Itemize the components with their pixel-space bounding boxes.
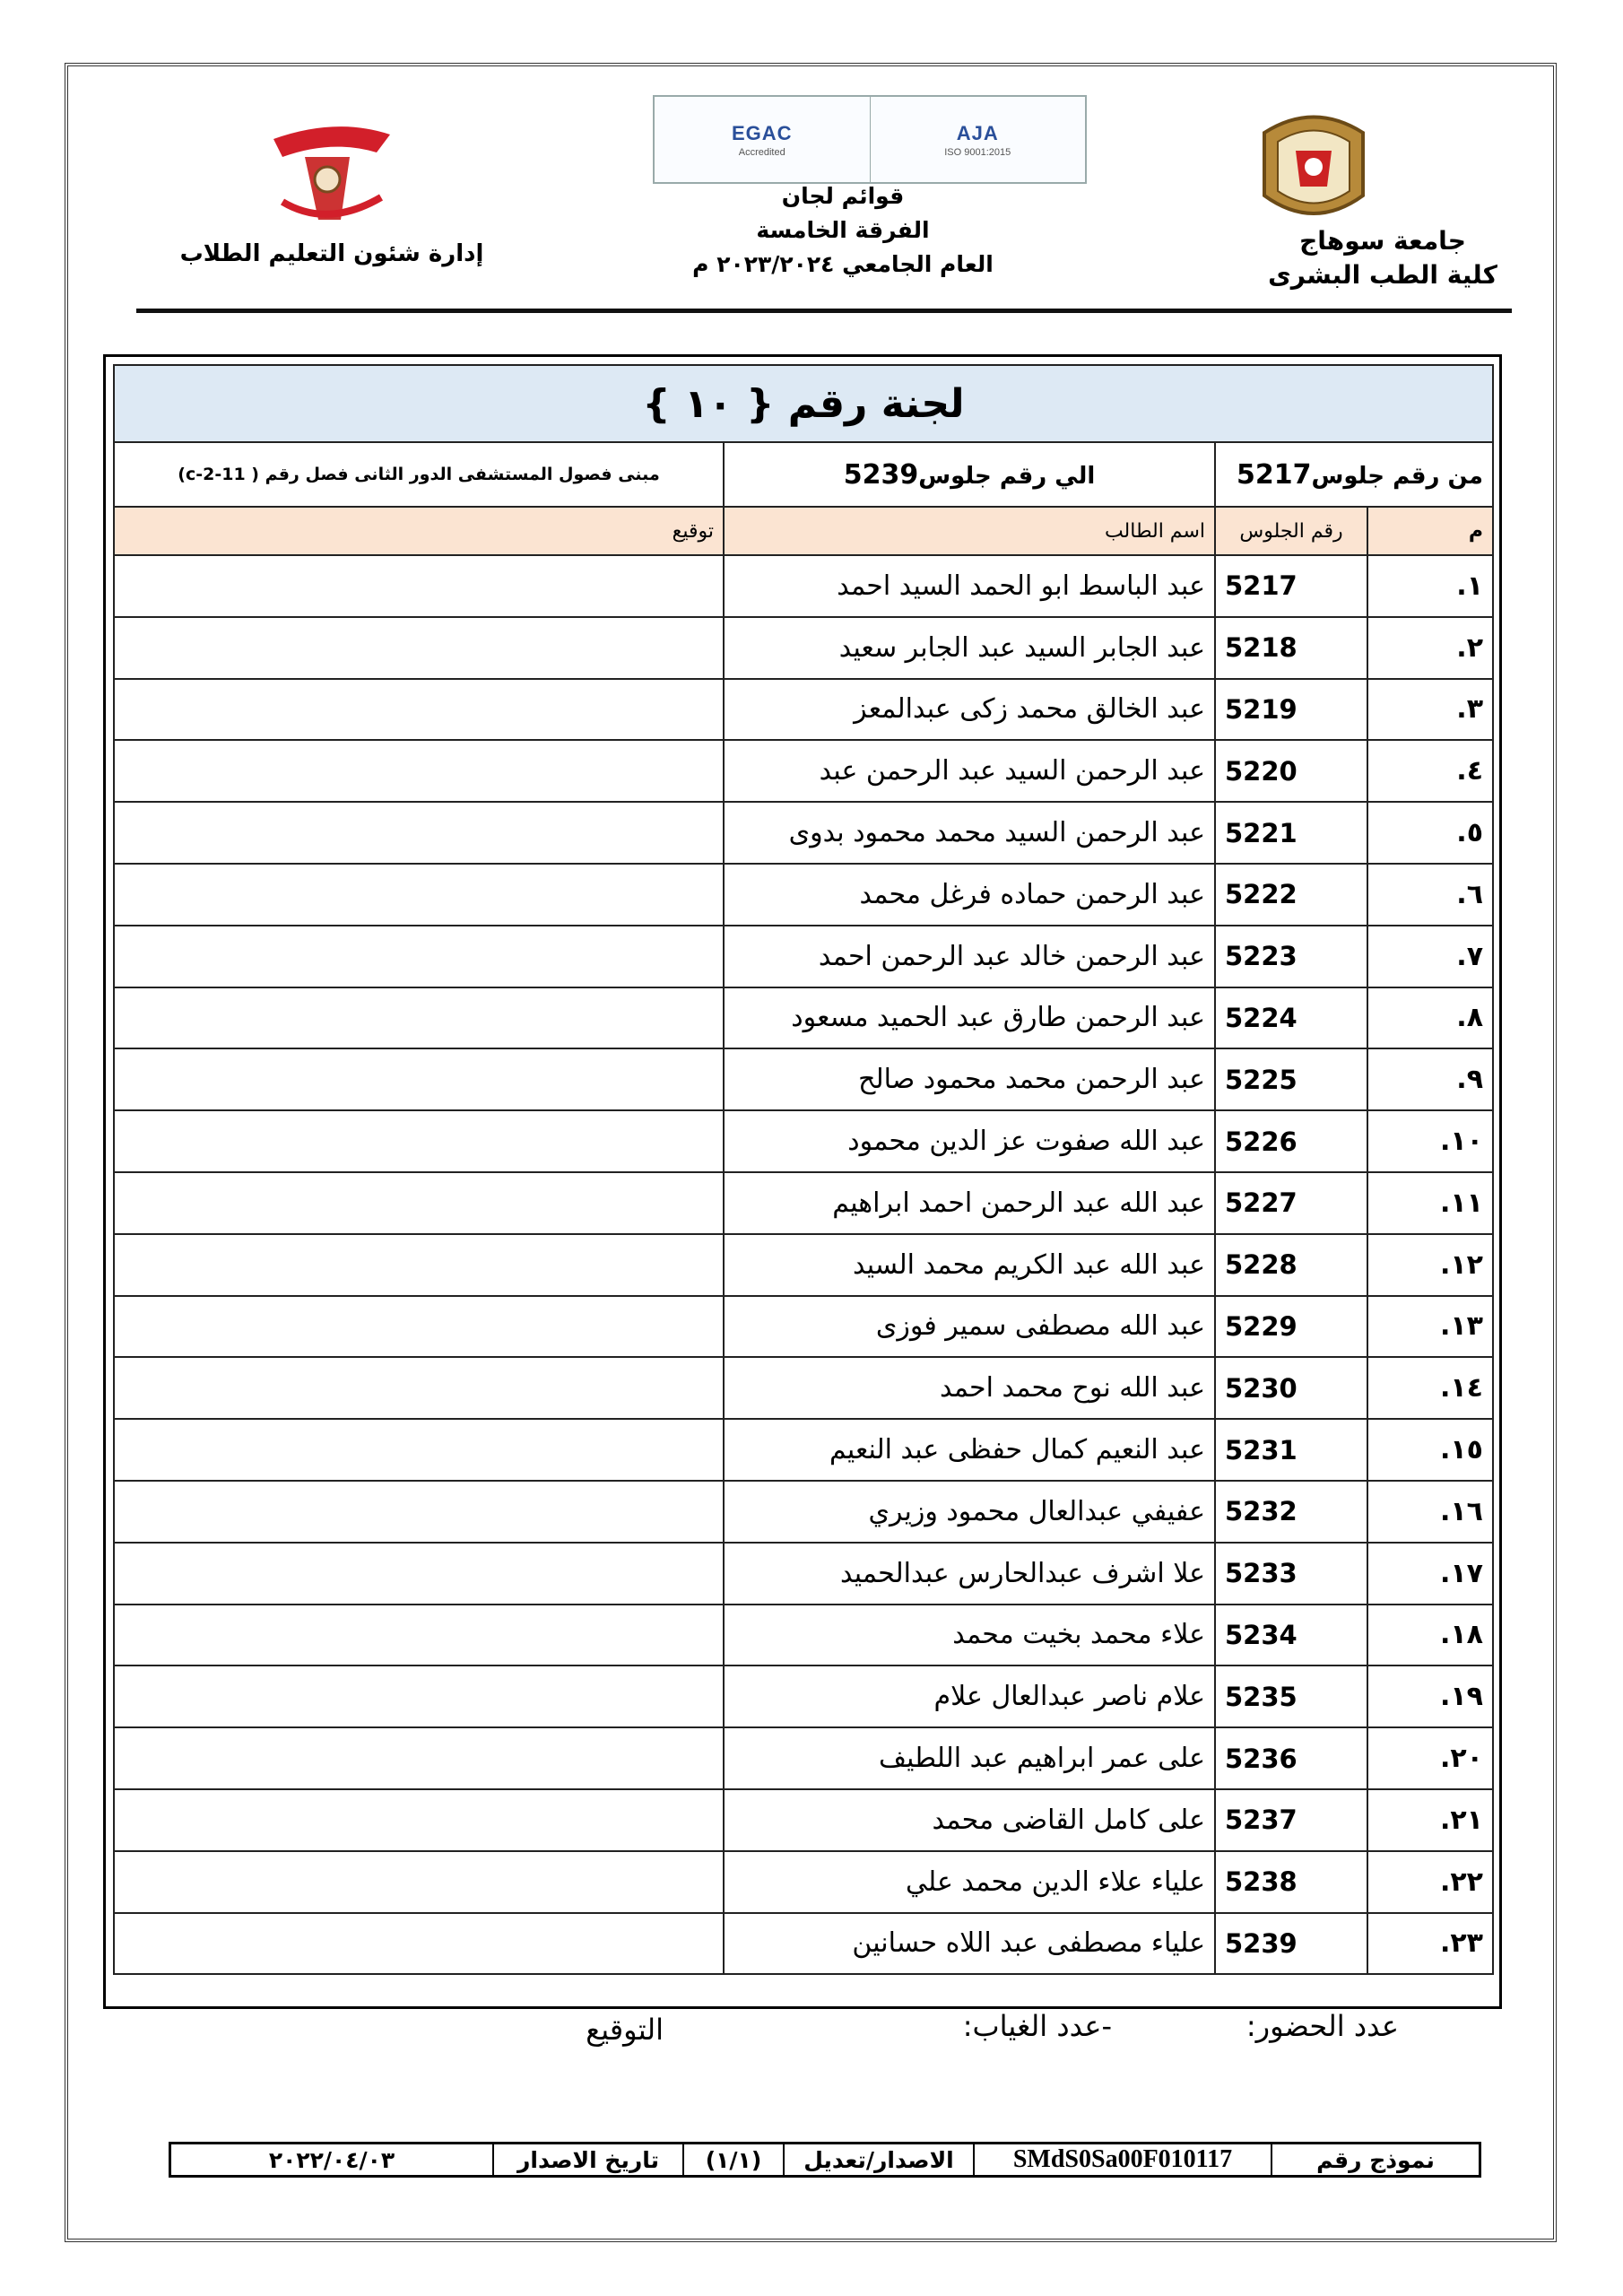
- form-number-label: نموذج رقم: [1271, 2144, 1479, 2175]
- signature-cell: [114, 1851, 724, 1913]
- row-number: ١٢.: [1367, 1234, 1493, 1296]
- row-number: ٧.: [1367, 926, 1493, 987]
- row-number: ٥.: [1367, 802, 1493, 864]
- table-row: [114, 1296, 1493, 1358]
- signature-cell: [114, 617, 724, 679]
- student-name: عبد الرحمن طارق عبد الحميد مسعود: [724, 987, 1215, 1049]
- signature-cell: [114, 1481, 724, 1543]
- committee-title-row: [114, 365, 1493, 442]
- table-row: [114, 740, 1493, 802]
- column-header-signature: توقيع: [114, 507, 724, 555]
- attendance-summary: [502, 2009, 1399, 2054]
- seat-number: 5233: [1215, 1543, 1367, 1605]
- form-number-code: SMdS0Sa00F010117: [973, 2144, 1271, 2175]
- seat-number: 5227: [1215, 1172, 1367, 1234]
- seat-number: 5236: [1215, 1727, 1367, 1789]
- department-name: إدارة شئون التعليم الطلاب: [179, 240, 484, 267]
- attendance-signature: التوقيع: [586, 2013, 664, 2047]
- seat-number: 5223: [1215, 926, 1367, 987]
- attendance-absent: -عدد الغياب:: [962, 2009, 1112, 2043]
- egac-badge: EGAC Accredited: [731, 121, 793, 158]
- seat-number: 5226: [1215, 1110, 1367, 1172]
- student-name: عبد الخالق محمد زكى عبدالمعز: [724, 679, 1215, 741]
- row-number: ١٣.: [1367, 1296, 1493, 1358]
- student-name: عبد الرحمن السيد محمد محمود بدوى: [724, 802, 1215, 864]
- academic-year: العام الجامعي ٢٠٢٣/٢٠٢٤ م: [692, 251, 994, 277]
- student-name: علاء محمد بخيت محمد: [724, 1605, 1215, 1666]
- student-name: عبد الله عبد الكريم محمد السيد: [724, 1234, 1215, 1296]
- row-number: ٣.: [1367, 679, 1493, 741]
- to-seat-value: 5239: [843, 458, 919, 491]
- table-row: [114, 1481, 1493, 1543]
- issue-value: (١/١): [682, 2144, 783, 2175]
- table-row: [114, 1605, 1493, 1666]
- table-row: [114, 987, 1493, 1049]
- university-seal-logo: [1246, 97, 1381, 231]
- table-row: [114, 679, 1493, 741]
- to-seat-label: الي رقم جلوس: [918, 462, 1096, 490]
- signature-cell: [114, 1110, 724, 1172]
- student-name: عبد الجابر السيد عبد الجابر سعيد: [724, 617, 1215, 679]
- student-name: علياء علاء الدين محمد علي: [724, 1851, 1215, 1913]
- exam-location: مبنى فصول المستشفى الدور الثانى فصل رقم ( c-2-11): [114, 442, 724, 507]
- signature-cell: [114, 1419, 724, 1481]
- attendance-present: عدد الحضور:: [1245, 2009, 1399, 2043]
- table-row: [114, 555, 1493, 617]
- list-title: قوائم لجان: [781, 183, 905, 209]
- column-header-row: [114, 507, 1493, 555]
- accreditation-badges: [653, 95, 1087, 184]
- signature-cell: [114, 1357, 724, 1419]
- row-number: ١٦.: [1367, 1481, 1493, 1543]
- table-row: [114, 617, 1493, 679]
- signature-cell: [114, 864, 724, 926]
- table-row: [114, 1851, 1493, 1913]
- row-number: ١٩.: [1367, 1665, 1493, 1727]
- to-seat: [724, 442, 1215, 507]
- seat-number: 5217: [1215, 555, 1367, 617]
- signature-cell: [114, 1296, 724, 1358]
- seat-number: 5231: [1215, 1419, 1367, 1481]
- signature-cell: [114, 1913, 724, 1975]
- seat-number: 5232: [1215, 1481, 1367, 1543]
- row-number: ٢٠.: [1367, 1727, 1493, 1789]
- student-name: عبد الرحمن خالد عبد الرحمن احمد: [724, 926, 1215, 987]
- table-row: [114, 1048, 1493, 1110]
- form-footer: [169, 2142, 1481, 2178]
- table-row: [114, 1172, 1493, 1234]
- column-header-m: م: [1367, 507, 1493, 555]
- signature-cell: [114, 679, 724, 741]
- student-name: عبد النعيم كمال حفظى عبد النعيم: [724, 1419, 1215, 1481]
- issue-date-label: تاريخ الاصدار: [492, 2144, 682, 2175]
- column-header-seat: رقم الجلوس: [1215, 507, 1367, 555]
- row-number: ١٠.: [1367, 1110, 1493, 1172]
- seat-number: 5229: [1215, 1296, 1367, 1358]
- row-number: ٢.: [1367, 617, 1493, 679]
- student-name: على عمر ابراهيم عبد اللطيف: [724, 1727, 1215, 1789]
- signature-cell: [114, 1543, 724, 1605]
- faculty-name: كلية الطب البشرى: [1268, 260, 1497, 290]
- signature-cell: [114, 926, 724, 987]
- row-number: ٩.: [1367, 1048, 1493, 1110]
- row-number: ١٧.: [1367, 1543, 1493, 1605]
- table-row: [114, 1234, 1493, 1296]
- row-number: ٢٣.: [1367, 1913, 1493, 1975]
- row-number: ١.: [1367, 555, 1493, 617]
- year-level: الفرقة الخامسة: [756, 217, 930, 243]
- committee-table: [113, 364, 1494, 1975]
- seat-number: 5219: [1215, 679, 1367, 741]
- student-name: عبد الله صفوت عز الدين محمود: [724, 1110, 1215, 1172]
- row-number: ١٤.: [1367, 1357, 1493, 1419]
- signature-cell: [114, 1789, 724, 1851]
- header-institution: [1266, 224, 1499, 292]
- from-seat-value: 5217: [1236, 458, 1312, 491]
- university-name: جامعة سوهاج: [1299, 226, 1466, 256]
- signature-cell: [114, 1234, 724, 1296]
- student-name: عبد الله عبد الرحمن احمد ابراهيم: [724, 1172, 1215, 1234]
- faculty-logo: [175, 108, 408, 233]
- seat-number: 5230: [1215, 1357, 1367, 1419]
- student-name: عبد الله مصطفى سمير فوزى: [724, 1296, 1215, 1358]
- student-name: عبد الرحمن حماده فرغل محمد: [724, 864, 1215, 926]
- row-number: ٢٢.: [1367, 1851, 1493, 1913]
- row-number: ١٥.: [1367, 1419, 1493, 1481]
- row-number: ١٨.: [1367, 1605, 1493, 1666]
- signature-cell: [114, 802, 724, 864]
- student-name: عبد الباسط ابو الحمد السيد احمد: [724, 555, 1215, 617]
- table-row: [114, 1789, 1493, 1851]
- row-number: ٦.: [1367, 864, 1493, 926]
- student-name: علياء مصطفى عبد اللاه حسانين: [724, 1913, 1215, 1975]
- student-name: عبد الرحمن السيد عبد الرحمن عبد: [724, 740, 1215, 802]
- table-row: [114, 1727, 1493, 1789]
- committee-table-frame: [103, 354, 1502, 2009]
- seat-number: 5220: [1215, 740, 1367, 802]
- seat-number: 5221: [1215, 802, 1367, 864]
- table-row: [114, 1913, 1493, 1975]
- signature-cell: [114, 1172, 724, 1234]
- table-row: [114, 802, 1493, 864]
- signature-cell: [114, 1727, 724, 1789]
- student-name: علام ناصر عبدالعال علام: [724, 1665, 1215, 1727]
- signature-cell: [114, 555, 724, 617]
- row-number: ٤.: [1367, 740, 1493, 802]
- committee-title: لجنة رقم { ١٠ }: [114, 365, 1493, 442]
- header-center-titles: [690, 179, 995, 282]
- student-name: عبد الرحمن محمد محمود صالح: [724, 1048, 1215, 1110]
- row-number: ٨.: [1367, 987, 1493, 1049]
- row-number: ٢١.: [1367, 1789, 1493, 1851]
- table-row: [114, 926, 1493, 987]
- from-seat: [1215, 442, 1493, 507]
- student-name: علا اشرف عبدالحارس عبدالحميد: [724, 1543, 1215, 1605]
- student-name: عبد الله نوح محمد احمد: [724, 1357, 1215, 1419]
- issue-label: الاصدار/تعديل: [783, 2144, 973, 2175]
- seat-number: 5228: [1215, 1234, 1367, 1296]
- table-row: [114, 1419, 1493, 1481]
- signature-cell: [114, 1665, 724, 1727]
- signature-cell: [114, 740, 724, 802]
- from-seat-label: من رقم جلوس: [1311, 462, 1483, 490]
- signature-cell: [114, 987, 724, 1049]
- signature-cell: [114, 1605, 724, 1666]
- table-row: [114, 864, 1493, 926]
- page-header: [81, 81, 1542, 314]
- table-row: [114, 1110, 1493, 1172]
- signature-cell: [114, 1048, 724, 1110]
- aja-badge: AJA ISO 9001:2015: [870, 97, 1086, 182]
- seat-number: 5237: [1215, 1789, 1367, 1851]
- seat-number: 5234: [1215, 1605, 1367, 1666]
- student-name: على كامل القاضى محمد: [724, 1789, 1215, 1851]
- issue-date-value: ٢٠٢٢/٠٤/٠٣: [268, 2146, 395, 2173]
- student-rows: [114, 555, 1493, 1974]
- table-row: [114, 1665, 1493, 1727]
- seat-number: 5218: [1215, 617, 1367, 679]
- row-number: ١١.: [1367, 1172, 1493, 1234]
- table-row: [114, 1357, 1493, 1419]
- header-divider: [136, 309, 1512, 313]
- seat-range-row: [114, 442, 1493, 507]
- column-header-name: اسم الطالب: [724, 507, 1215, 555]
- seat-number: 5225: [1215, 1048, 1367, 1110]
- table-row: [114, 1543, 1493, 1605]
- seat-number: 5222: [1215, 864, 1367, 926]
- student-name: عفيفي عبدالعال محمود وزيري: [724, 1481, 1215, 1543]
- seat-number: 5239: [1215, 1913, 1367, 1975]
- seat-number: 5235: [1215, 1665, 1367, 1727]
- seat-number: 5238: [1215, 1851, 1367, 1913]
- seat-number: 5224: [1215, 987, 1367, 1049]
